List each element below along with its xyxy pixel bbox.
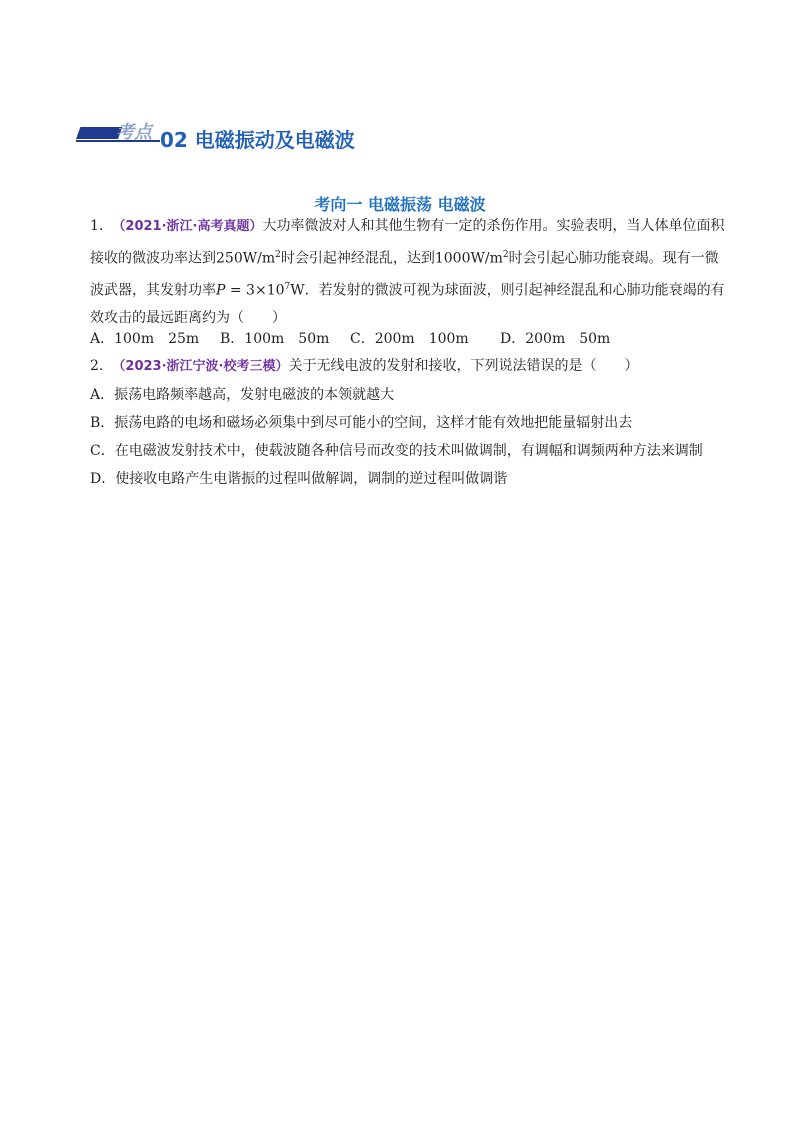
section-title: 考向一 电磁振荡 电磁波: [314, 195, 486, 214]
question-1-options: [90, 328, 730, 354]
option-a[interactable]: A．100m 25m: [90, 331, 200, 347]
option-b[interactable]: B．100m 50m: [220, 331, 330, 347]
formula-variable: P: [216, 282, 226, 299]
option-c[interactable]: C．200m 100m: [350, 331, 469, 347]
superscript: 2: [502, 250, 509, 260]
q2-option-a[interactable]: A．振荡电路频率越高，发射电磁波的本领就越大: [90, 387, 395, 403]
question-text: 大功率微波对人和其他生物有一定的杀伤作用。实验表明，当人体单位面积接收的微波功率达到250W/m: [90, 218, 725, 267]
question-text: 关于无线电波的发射和接收，下列说法错误的是（ ）: [288, 358, 639, 374]
q2-option-c[interactable]: C．在电磁波发射技术中，使载波随各种信号而改变的技术叫做调制，有调幅和调频两种方法来调制: [90, 443, 703, 459]
topic-header: [76, 118, 496, 158]
superscript: 2: [275, 250, 281, 260]
formula-text: = 3×10: [225, 282, 285, 299]
topic-badge: 考点: [116, 122, 152, 143]
question-text: 时会引起心肺功能衰竭。现有一微波武器，其发射功率: [90, 250, 719, 299]
question-text: 时会引起神经混乱，达到1000W/m: [280, 250, 503, 267]
question-number: 2．: [90, 358, 113, 374]
topic-title: 02 电磁振动及电磁波: [160, 128, 355, 152]
question-source: （2023·浙江宁波·校考三模）: [118, 359, 289, 374]
superscript: 7: [284, 281, 291, 292]
question-source: （2021·浙江·高考真题）: [118, 219, 263, 234]
question-number: 1．: [90, 218, 113, 234]
q2-option-d[interactable]: D．使接收电路产生电谐振的过程叫做解调，调制的逆过程叫做调谐: [90, 471, 508, 487]
question-2: [90, 352, 730, 381]
option-d[interactable]: D．200m 50m: [500, 331, 611, 347]
question-text: W．若发射的微波可视为球面波，则引起神经混乱和心肺功能衰竭的有效攻击的最远距离约为（ ）: [90, 282, 725, 327]
q2-option-b[interactable]: B．振荡电路的电场和磁场必须集中到尽可能小的空间，这样才能有效地把能量辐射出去: [90, 415, 633, 431]
question-1: [90, 212, 730, 332]
